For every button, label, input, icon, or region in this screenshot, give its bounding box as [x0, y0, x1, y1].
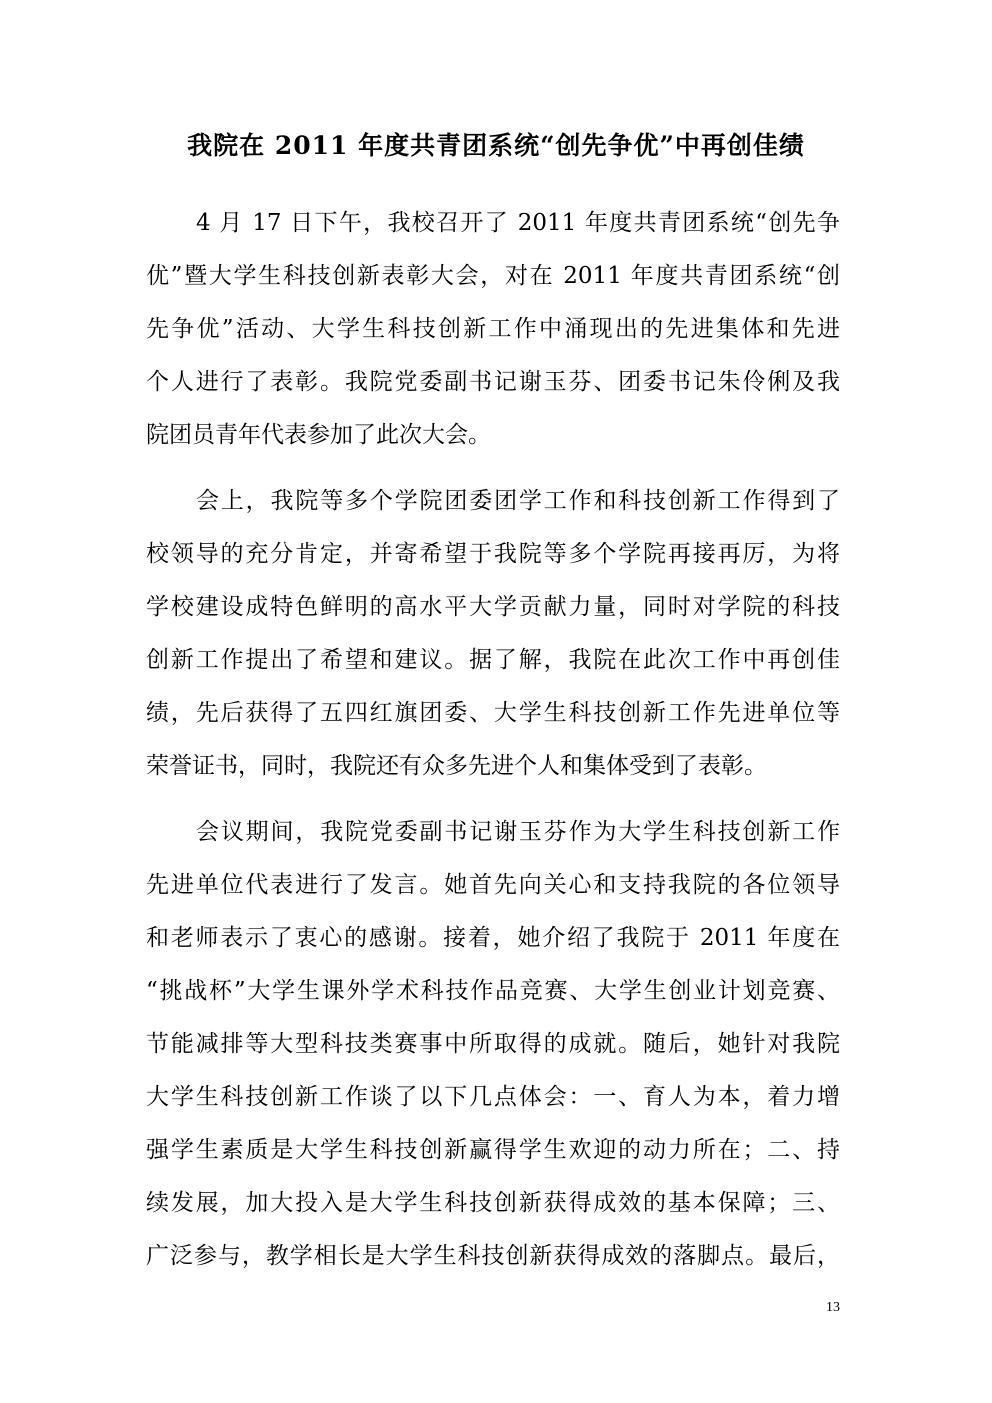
paragraph-3-line-5: 节能减排等大型科技类赛事中所取得的成就。随后，她针对我院 — [146, 1031, 840, 1057]
paragraph-3-line-9: 广泛参与，教学相长是大学生科技创新获得成效的落脚点。最后， — [146, 1243, 840, 1269]
paragraph-3-line-4: “挑战杯”大学生课外学术科技作品竞赛、大学生创业计划竞赛、 — [146, 978, 840, 1004]
paragraph-3-line-1: 会议期间，我院党委副书记谢玉芬作为大学生科技创新工作 — [196, 819, 840, 845]
paragraph-3-line-8: 续发展，加大投入是大学生科技创新获得成效的基本保障；三、 — [146, 1190, 840, 1216]
paragraph-3-line-7: 强学生素质是大学生科技创新赢得学生欢迎的动力所在；二、持 — [146, 1137, 840, 1163]
paragraph-3-line-6: 大学生科技创新工作谈了以下几点体会：一、育人为本，着力增 — [146, 1084, 840, 1110]
paragraph-2-line-5: 绩，先后获得了五四红旗团委、大学生科技创新工作先进单位等 — [146, 700, 840, 726]
paragraph-1-line-4: 个人进行了表彰。我院党委副书记谢玉芬、团委书记朱伶俐及我 — [146, 369, 840, 395]
paragraph-2-line-1: 会上，我院等多个学院团委团学工作和科技创新工作得到了 — [196, 488, 840, 514]
paragraph-2-line-6: 荣誉证书，同时，我院还有众多先进个人和集体受到了表彰。 — [146, 753, 767, 779]
paragraph-2-line-4: 创新工作提出了希望和建议。据了解，我院在此次工作中再创佳 — [146, 647, 840, 673]
paragraph-3-line-3: 和老师表示了衷心的感谢。接着，她介绍了我院于 2011 年度在 — [146, 925, 840, 951]
paragraph-1-line-2: 优”暨大学生科技创新表彰大会，对在 2011 年度共青团系统“创 — [146, 263, 840, 289]
page-number: 13 — [826, 1300, 840, 1315]
paragraph-2-line-2: 校领导的充分肯定，并寄希望于我院等多个学院再接再厉，为将 — [146, 541, 840, 567]
paragraph-1-line-5: 院团员青年代表参加了此次大会。 — [146, 422, 491, 448]
paragraph-2-line-3: 学校建设成特色鲜明的高水平大学贡献力量，同时对学院的科技 — [146, 594, 840, 620]
paragraph-3-line-2: 先进单位代表进行了发言。她首先向关心和支持我院的各位领导 — [146, 872, 840, 898]
paragraph-1-line-3: 先争优”活动、大学生科技创新工作中涌现出的先进集体和先进 — [146, 316, 840, 342]
paragraph-1-line-1: 4 月 17 日下午，我校召开了 2011 年度共青团系统“创先争 — [196, 210, 840, 236]
document-title: 我院在 2011 年度共青团系统“创先争优”中再创佳绩 — [187, 131, 805, 160]
